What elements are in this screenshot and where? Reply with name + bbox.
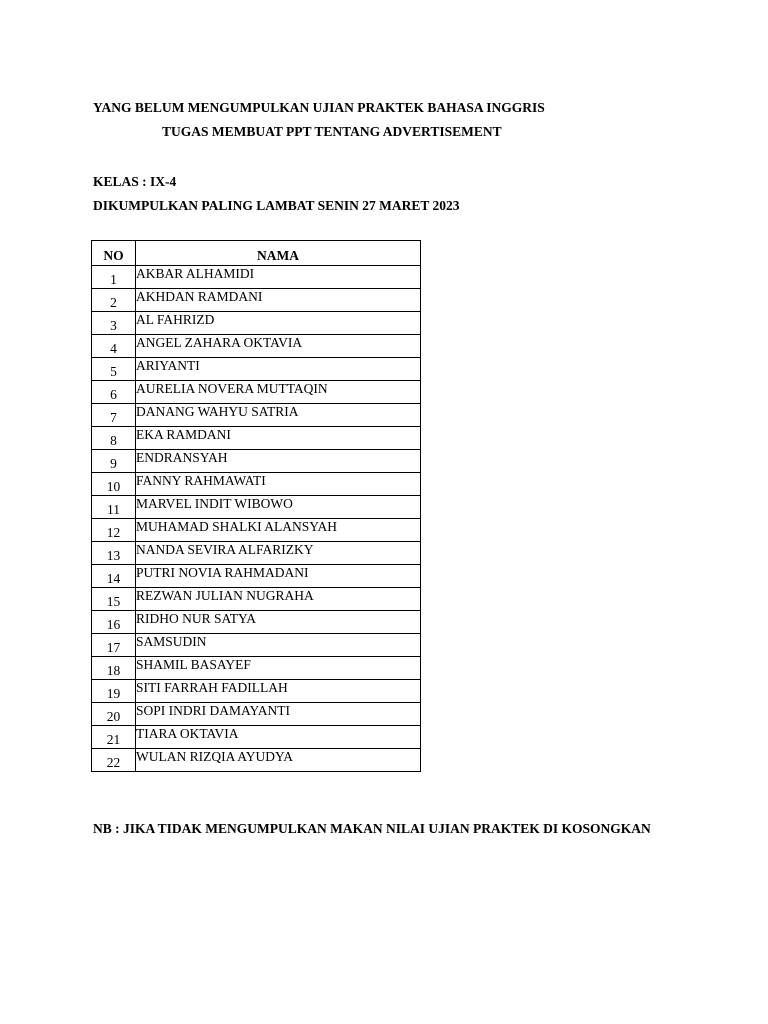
row-number: 18 (92, 657, 136, 680)
title-line-1: YANG BELUM MENGUMPULKAN UJIAN PRAKTEK BAHASA INGGRIS (93, 100, 545, 115)
row-number: 12 (92, 519, 136, 542)
student-name: NANDA SEVIRA ALFARIZKY (136, 542, 421, 565)
row-number: 1 (92, 266, 136, 289)
student-name: ENDRANSYAH (136, 450, 421, 473)
row-number: 21 (92, 726, 136, 749)
row-number: 20 (92, 703, 136, 726)
student-name: TIARA OKTAVIA (136, 726, 421, 749)
table-row (92, 450, 421, 473)
table-row (92, 312, 421, 335)
student-name: SAMSUDIN (136, 634, 421, 657)
table-row (92, 335, 421, 358)
student-name: MARVEL INDIT WIBOWO (136, 496, 421, 519)
table-header-row (92, 241, 421, 266)
row-number: 7 (92, 404, 136, 427)
table-row (92, 473, 421, 496)
student-name: ARIYANTI (136, 358, 421, 381)
student-name: SITI FARRAH FADILLAH (136, 680, 421, 703)
student-name: AURELIA NOVERA MUTTAQIN (136, 381, 421, 404)
student-name: RIDHO NUR SATYA (136, 611, 421, 634)
table-body (92, 266, 421, 772)
student-name: DANANG WAHYU SATRIA (136, 404, 421, 427)
table-row (92, 565, 421, 588)
row-number: 8 (92, 427, 136, 450)
student-name: SHAMIL BASAYEF (136, 657, 421, 680)
row-number: 22 (92, 749, 136, 772)
student-name: REZWAN JULIAN NUGRAHA (136, 588, 421, 611)
row-number: 16 (92, 611, 136, 634)
row-number: 2 (92, 289, 136, 312)
student-name: ANGEL ZAHARA OKTAVIA (136, 335, 421, 358)
row-number: 5 (92, 358, 136, 381)
table-row (92, 634, 421, 657)
table-row (92, 496, 421, 519)
table-row (92, 519, 421, 542)
row-number: 19 (92, 680, 136, 703)
row-number: 14 (92, 565, 136, 588)
table-row (92, 726, 421, 749)
row-number: 11 (92, 496, 136, 519)
row-number: 17 (92, 634, 136, 657)
table-row (92, 657, 421, 680)
table-row (92, 289, 421, 312)
table-row (92, 266, 421, 289)
table-row (92, 542, 421, 565)
note-text: NB : JIKA TIDAK MENGUMPULKAN MAKAN NILAI UJIAN PRAKTEK DI KOSONGKAN (93, 821, 651, 836)
student-name: FANNY RAHMAWATI (136, 473, 421, 496)
student-name: AL FAHRIZD (136, 312, 421, 335)
header-no: NO (92, 241, 136, 266)
student-name: SOPI INDRI DAMAYANTI (136, 703, 421, 726)
table-row (92, 427, 421, 450)
student-name: AKBAR ALHAMIDI (136, 266, 421, 289)
table-row (92, 358, 421, 381)
class-label: KELAS : IX-4 (93, 174, 177, 189)
table-row (92, 703, 421, 726)
row-number: 15 (92, 588, 136, 611)
row-number: 3 (92, 312, 136, 335)
table-row (92, 749, 421, 772)
table-row (92, 680, 421, 703)
student-name: PUTRI NOVIA RAHMADANI (136, 565, 421, 588)
row-number: 9 (92, 450, 136, 473)
row-number: 13 (92, 542, 136, 565)
row-number: 10 (92, 473, 136, 496)
table-row (92, 611, 421, 634)
deadline-text: DIKUMPULKAN PALING LAMBAT SENIN 27 MARET 2023 (93, 198, 460, 213)
table-row (92, 404, 421, 427)
row-number: 4 (92, 335, 136, 358)
table-row (92, 381, 421, 404)
student-name: AKHDAN RAMDANI (136, 289, 421, 312)
student-name: EKA RAMDANI (136, 427, 421, 450)
student-table (91, 240, 421, 772)
table-row (92, 588, 421, 611)
student-name: MUHAMAD SHALKI ALANSYAH (136, 519, 421, 542)
student-name: WULAN RIZQIA AYUDYA (136, 749, 421, 772)
title-line-2: TUGAS MEMBUAT PPT TENTANG ADVERTISEMENT (162, 124, 502, 139)
row-number: 6 (92, 381, 136, 404)
header-nama: NAMA (136, 241, 421, 266)
